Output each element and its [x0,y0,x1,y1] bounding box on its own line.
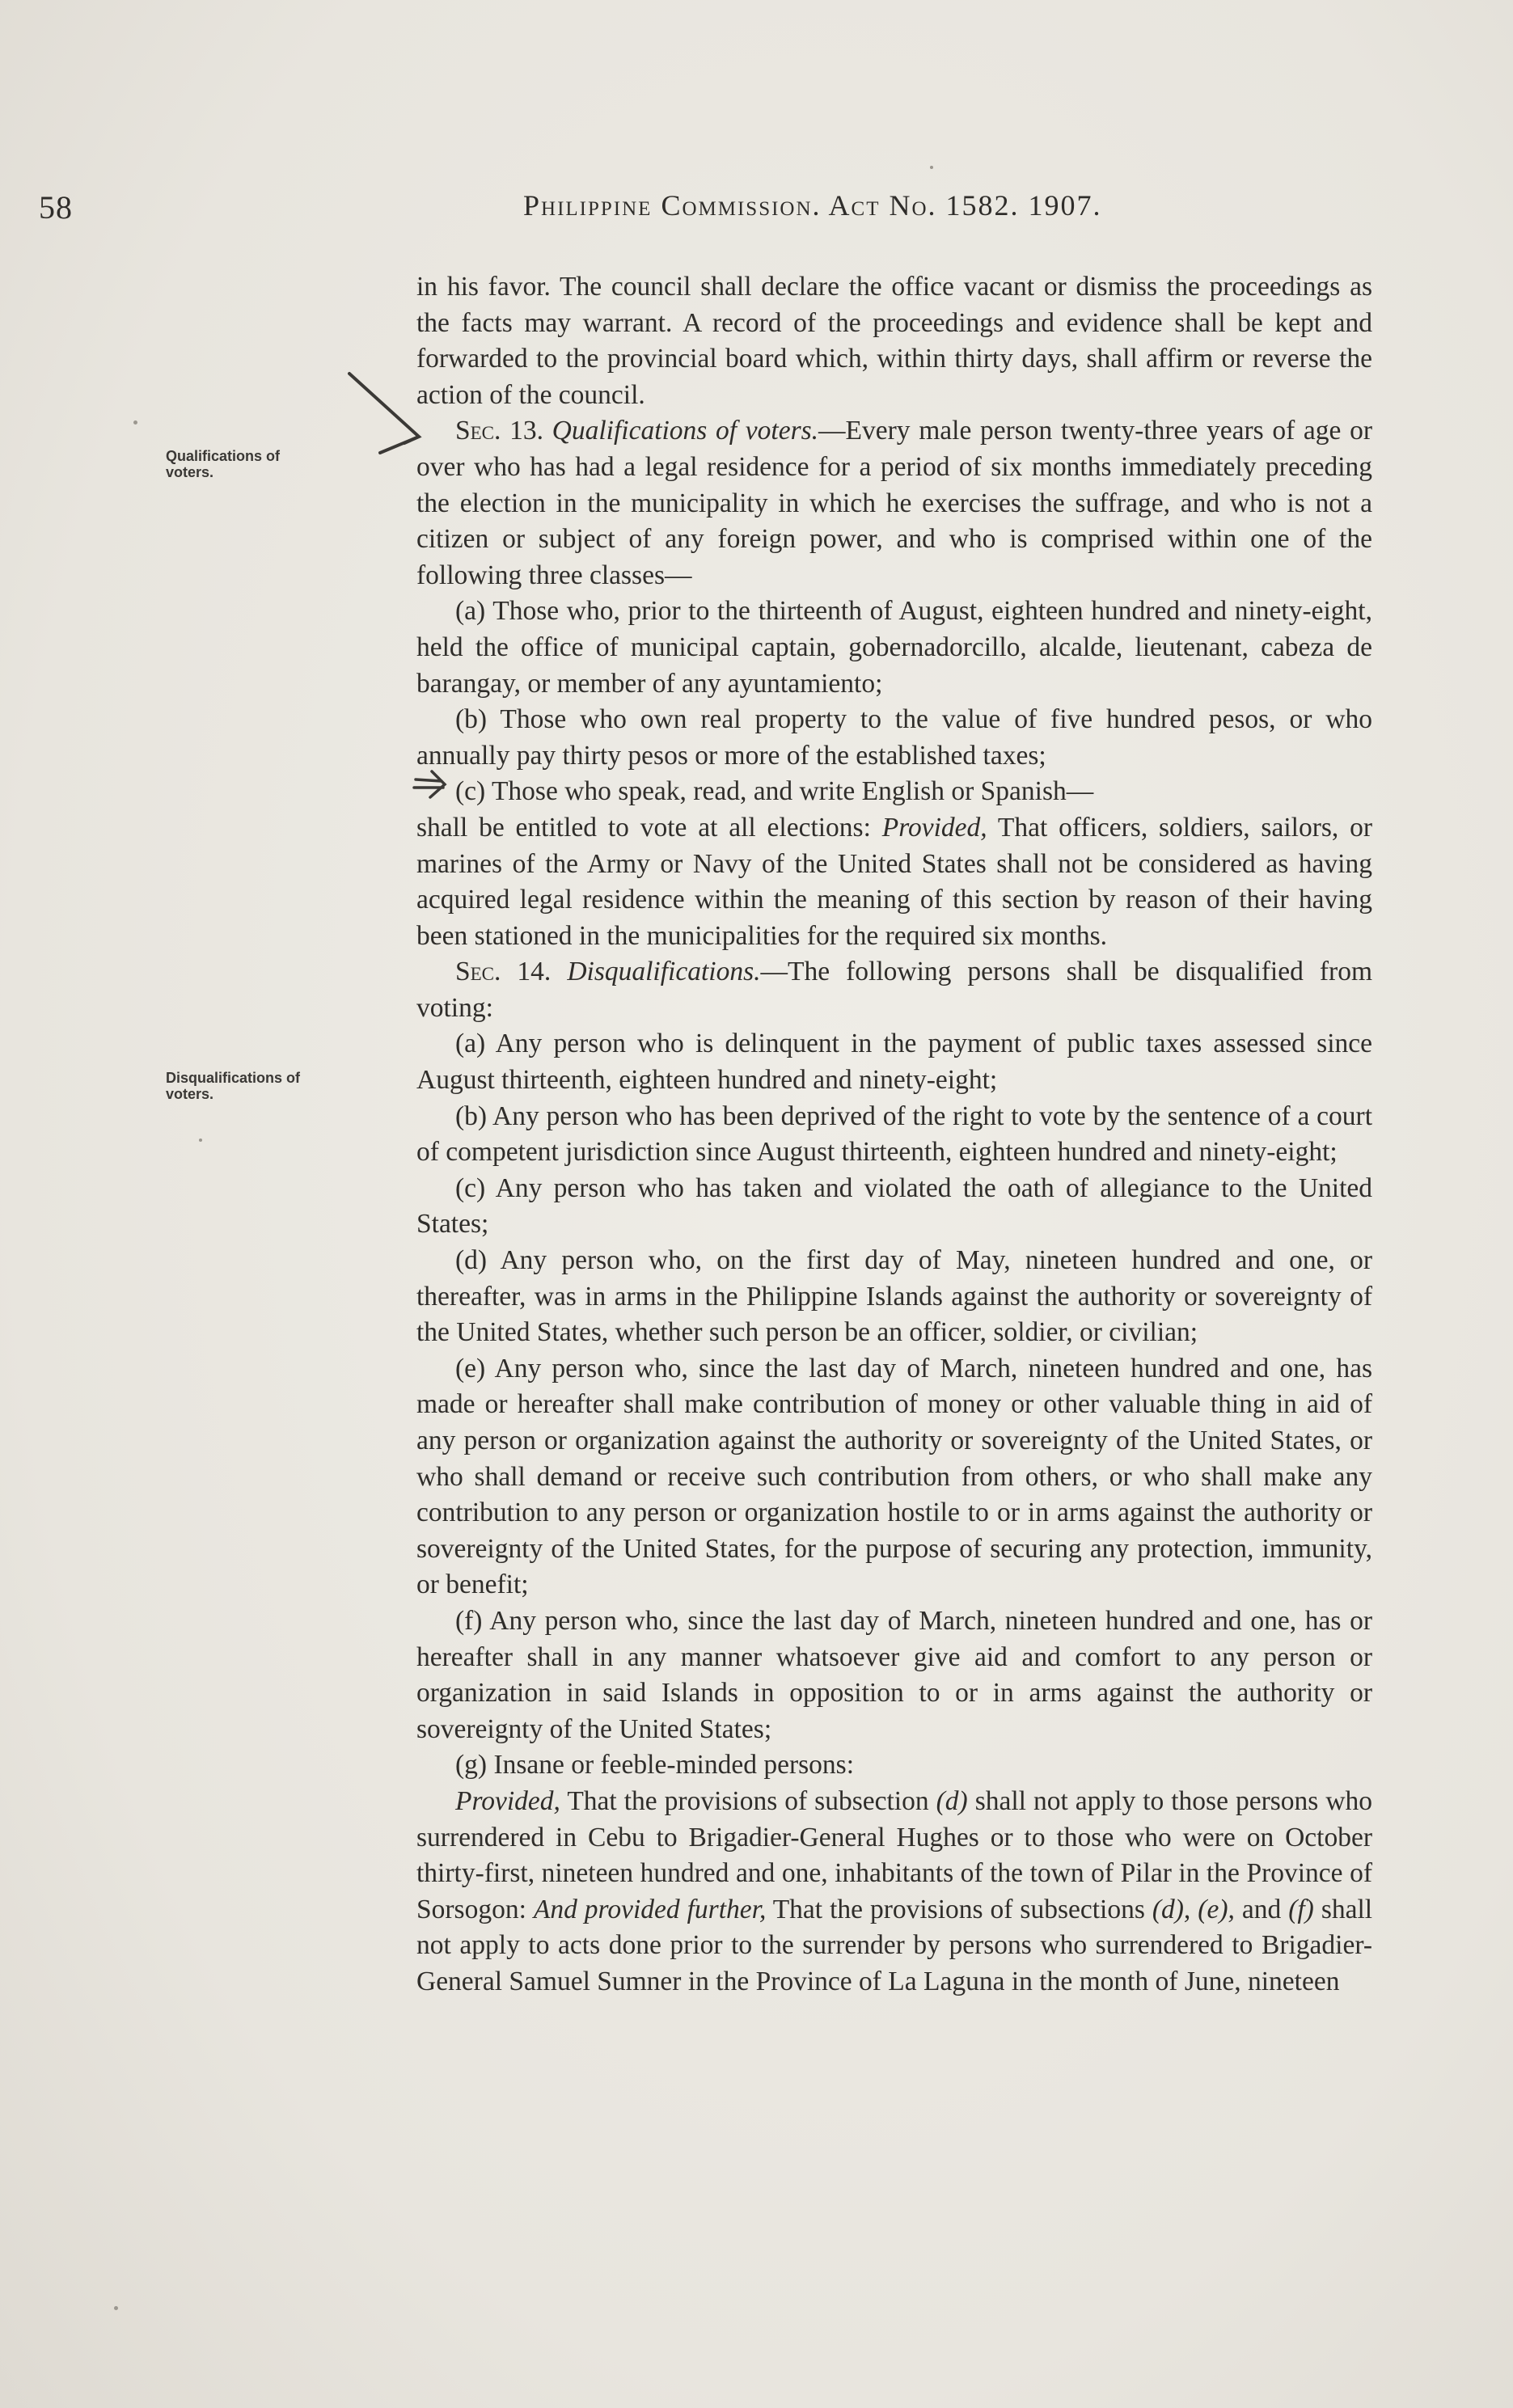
subsection-ref: (e), [1198,1894,1235,1924]
clause-item [416,1351,1372,1603]
closing-text: shall be entitled to vote at all elections: [416,812,871,843]
clause-item [416,774,1372,810]
clause-label: (c) [455,776,486,807]
clause-item [416,1747,1372,1784]
clause-text: Any person who has been deprived of the right to vote by the sentence of a court of competent jurisdiction since August thirteenth, eighteen hundred and ninety-eight; [416,1100,1372,1168]
paragraph-continuation: in his favor. The council shall declare the office vacant or dismiss the proceedings as the facts may warrant. A record of the proceedings and evidence shall be kept and forwarded to the provincial board which, within thirty days, shall affirm or reverse the action of the council. [416,272,1372,410]
clause-text: Insane or feeble-minded persons: [493,1750,855,1781]
pen-check-mark [349,374,419,453]
clause-item [416,1171,1372,1243]
page-number: 58 [39,189,73,226]
proviso-label: And provided further, [533,1894,767,1924]
section-number: Sec. 13. [455,416,543,446]
clause-label: (a) [455,1029,486,1059]
margin-note-line: voters. [166,1086,214,1102]
clause-label: (a) [455,596,486,627]
proviso-text: shall not apply to those persons who surrendered in Cebu to Brigadier-General Hughes or to those who were on October thirty-first, nineteen hundred and one, inhabitants of the town of Pilar in the Province of Sorsogon: [416,1785,1373,1924]
proviso-label: Provided, [455,1785,560,1816]
clause-item [416,1243,1372,1351]
margin-note-line: voters. [166,464,214,480]
clause-text: Those who own real property to the value of five hundred pesos, or who annually pay thirty pesos or more of the established taxes; [416,704,1372,771]
margin-note-qualifications [166,448,408,480]
subsection-ref: (f) [1288,1894,1314,1924]
clause-text: Any person who, on the first day of May, nineteen hundred and one, or thereafter, was in arms in the Philippine Islands against the authority or sovereignty of the United States, whether such person be an officer, soldier, or civilian; [416,1245,1373,1348]
paragraph-sec14 [416,954,1372,1026]
proviso-text: That the provisions of subsections [772,1894,1145,1924]
paragraph-sec13-closing [416,810,1372,954]
running-head [523,188,1102,222]
section-title: Disqualifications. [567,957,761,987]
margin-note-disqualifications [166,1070,408,1102]
section-intro: —The following persons shall be disqualified from voting: [416,957,1372,1023]
proviso-label: Provided, [881,812,987,843]
clause-label: (d) [455,1245,488,1276]
paper-speck [199,1139,202,1142]
clause-text: Any person who, since the last day of March, nineteen hundred and one, has or hereafter shall in any manner whatsoever give aid and comfort to any person or organization in said Islands in opposition to or in arms against the authority or sovereignty of the United States; [416,1605,1372,1744]
section-number: Sec. 14. [455,957,552,987]
clause-text: Any person who has taken and violated the oath of allegiance to the United States; [416,1172,1372,1240]
section-title: Qualifications of voters. [552,416,819,446]
clause-label: (b) [455,704,488,735]
margin-note-line: Disqualifications of [166,1070,301,1086]
clause-label: (b) [455,1100,488,1131]
proviso-text: That the provisions of subsection [567,1785,929,1816]
clause-item [416,1099,1372,1171]
clause-item [416,594,1372,702]
running-head-text: Philippine Commission. Act No. 1582. 1907. [523,189,1102,222]
clause-item [416,1603,1372,1747]
subsection-ref: (d), [1152,1894,1191,1924]
paper-speck [133,420,137,425]
section-intro: —Every male person twenty-three years of age or over who has had a legal residence for a period of six months immediately preceding the election in the municipality in which he exercises the suffrage, and who is not a citizen or subject of any foreign power, and who is comprised within one of the following three classes— [416,416,1372,590]
clause-label: (f) [455,1605,483,1636]
paper-speck [930,166,933,169]
clause-item [416,1026,1372,1098]
paragraph-proviso [416,1784,1372,2000]
proviso-text: and [1241,1894,1282,1924]
clause-label: (e) [455,1353,486,1384]
body-text [416,269,1372,2000]
subsection-ref: (d) [936,1785,968,1816]
clause-text: Any person who, since the last day of March, nineteen hundred and one, has made or hereafter shall make contribution of money or other valuable thing in aid of any person or organization against the authority or sovereignty of the United States, or who shall demand or receive such contribution from others, or who shall make any contribution to any person or organization hostile to or in arms against the authority or sovereignty of the United States, for the purpose of securing any protection, immunity, or benefit; [416,1353,1372,1600]
clause-text: Those who speak, read, and write English or Spanish— [491,776,1094,807]
clause-text: Any person who is delinquent in the payment of public taxes assessed since August thirteenth, eighteen hundred and ninety-eight; [416,1029,1372,1096]
clause-label: (c) [455,1172,486,1203]
clause-text: Those who, prior to the thirteenth of August, eighteen hundred and ninety-eight, held the office of municipal captain, gobernadorcillo, alcalde, lieutenant, cabeza de barangay, or member of any ayuntamiento; [416,596,1372,699]
margin-note-line: Qualifications of [166,448,281,464]
paragraph-sec13 [416,413,1372,594]
closing-text: That officers, soldiers, sailors, or marines of the Army or Navy of the United States shall not be considered as having acquired legal residence within the meaning of this section by reason of their having been stationed in the municipalities for the required six months. [416,812,1372,951]
clause-label: (g) [455,1750,488,1781]
paper-speck [114,2306,118,2310]
clause-item [416,702,1372,774]
proviso-text: shall not apply to acts done prior to the surrender by persons who surrendered to Brigadier-General Samuel Sumner in the Province of La Laguna in the month of June, nineteen [416,1894,1373,1996]
